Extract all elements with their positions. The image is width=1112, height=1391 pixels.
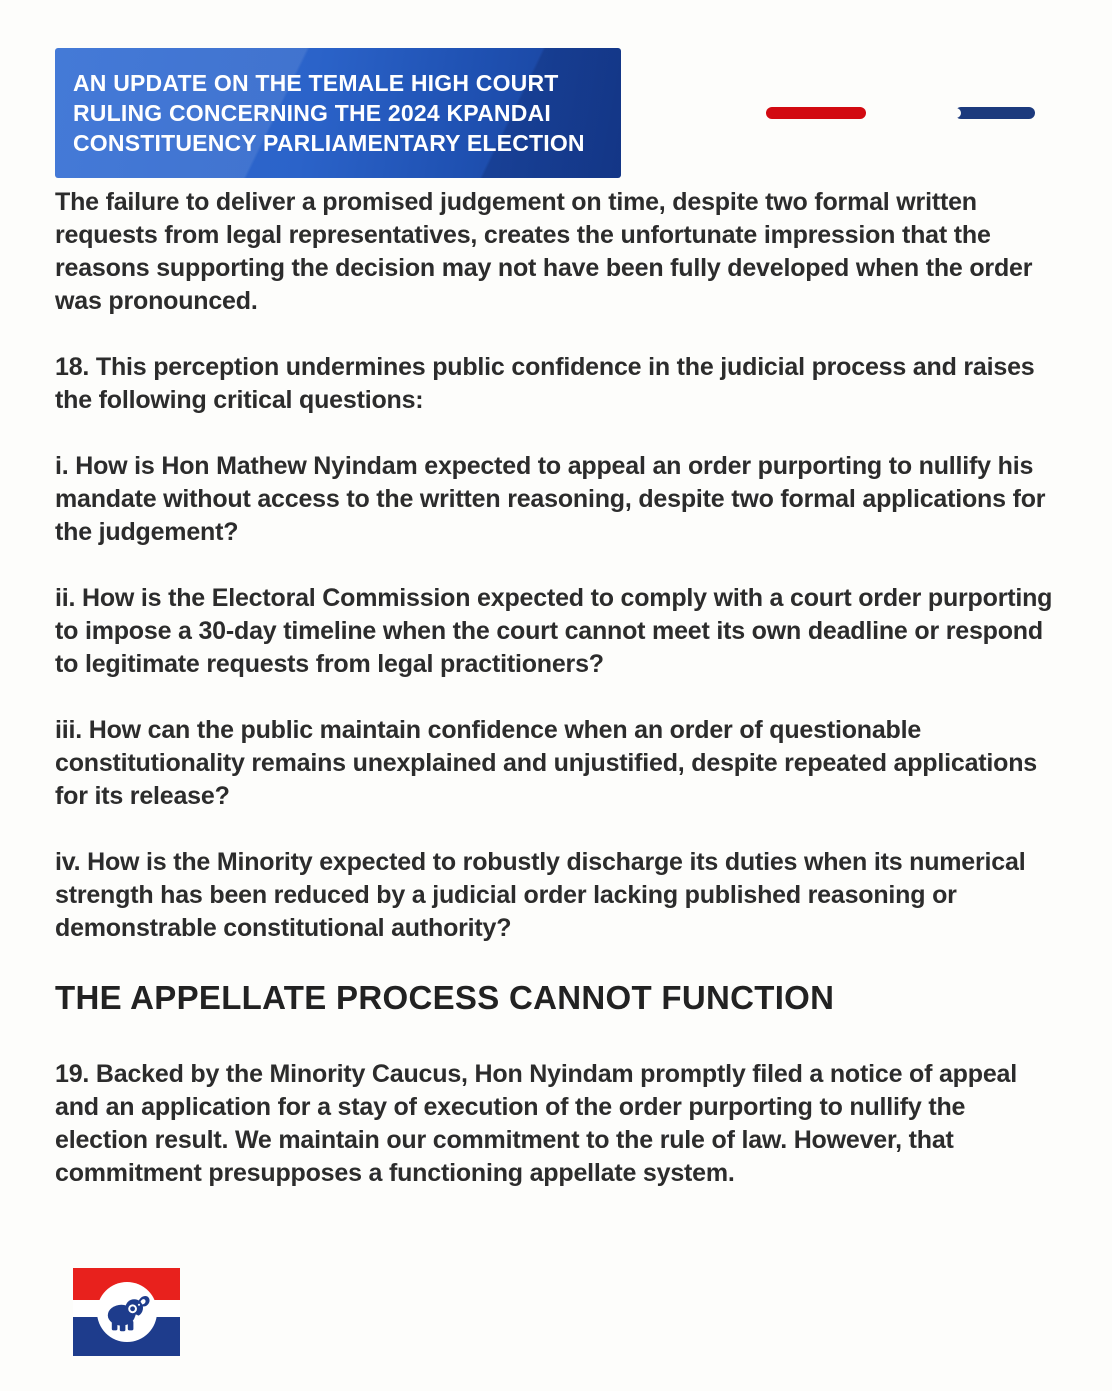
paragraph-19-appeal: 19. Backed by the Minority Caucus, Hon Nyindam promptly filed a notice of appeal and an application for a stay of execution of the order purporting to nullify the election result. We maintain our commitment to the rule of law. However, that commitment presupposes a functioning appellate system. [55, 1060, 1017, 1187]
banner-title-line-1: AN UPDATE ON THE TEMALE HIGH COURT [73, 70, 559, 96]
banner-title-line-2: RULING CONCERNING THE 2024 KPANDAI [73, 100, 551, 126]
title-banner [55, 48, 621, 178]
banner-title-line-3: CONSTITUENCY PARLIAMENTARY ELECTION [73, 130, 585, 156]
section-heading-appellate-process: THE APPELLATE PROCESS CANNOT FUNCTION [55, 979, 835, 1016]
question-iv: iv. How is the Minority expected to robustly discharge its duties when its numerical strength has been reduced by a judicial order lacking published reasoning or demonstrable constitutional authority? [55, 848, 1026, 942]
question-ii: ii. How is the Electoral Commission expected to comply with a court order purporting to impose a 30-day timeline when the court cannot meet its own deadline or respond to legitimate requests from legal practitioners? [55, 584, 1053, 678]
flag-center-disc [97, 1282, 157, 1342]
npp-flag-logo [73, 1268, 180, 1356]
navy-dash-decoration [955, 107, 1035, 119]
statement-body [55, 186, 1063, 1223]
paragraph-failure-judgement: The failure to deliver a promised judgement on time, despite two formal written requests from legal representatives, creates the unfortunate impression that the reasons supporting the decision may not have been fully developed when the order was pronounced. [55, 188, 1033, 315]
paragraph-18-perception: 18. This perception undermines public confidence in the judicial process and raises the following critical questions: [55, 353, 1035, 414]
elephant-icon [103, 1291, 151, 1333]
red-dash-decoration [766, 107, 866, 119]
question-iii: iii. How can the public maintain confidence when an order of questionable constitutionality remains unexplained and unjustified, despite repeated applications for its release? [55, 716, 1037, 810]
question-i: i. How is Hon Mathew Nyindam expected to appeal an order purporting to nullify his mandate without access to the written reasoning, despite two formal applications for the judgement? [55, 452, 1046, 546]
